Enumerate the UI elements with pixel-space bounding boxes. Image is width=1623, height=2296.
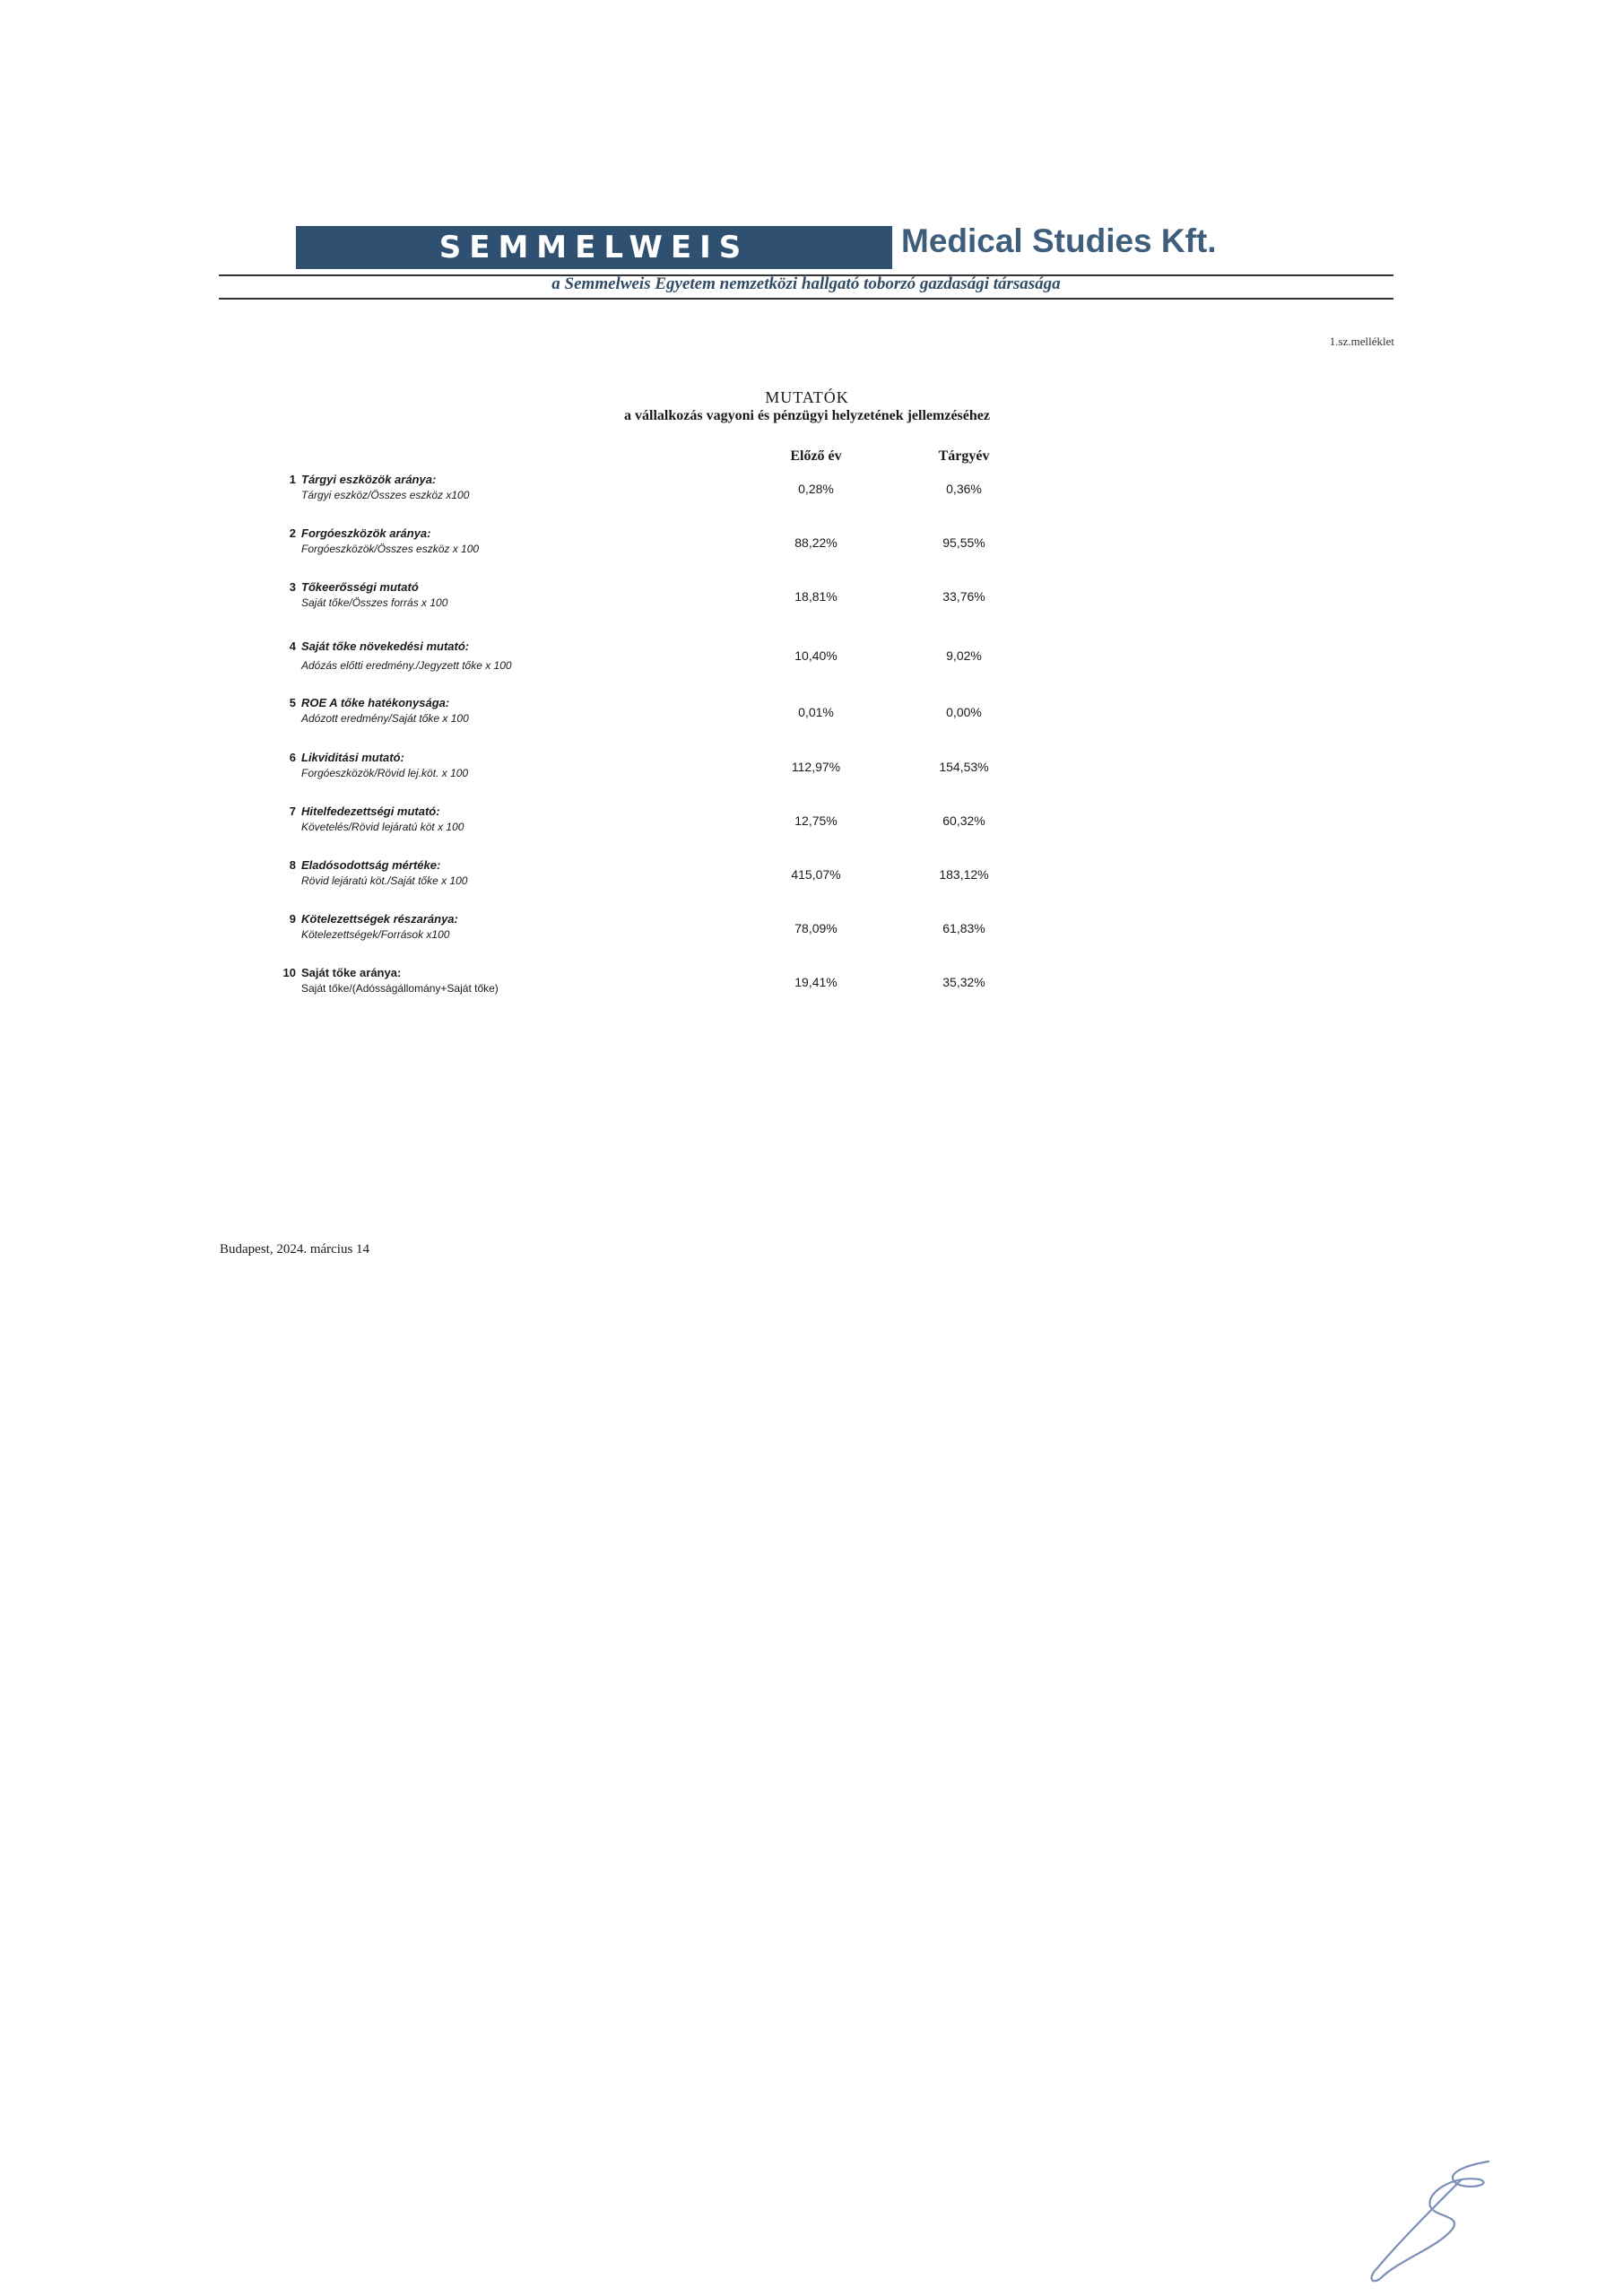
indicator-row: [0, 578, 1623, 623]
signature-icon: [1345, 2144, 1515, 2287]
indicator-formula: Rövid lejáratú köt./Saját tőke x 100: [301, 874, 468, 887]
value-current-year: 61,83%: [942, 921, 985, 935]
annex-label: 1.sz.melléklet: [1329, 335, 1394, 348]
value-current-year: 154,53%: [939, 760, 989, 774]
column-header-previous: Előző év: [790, 448, 842, 464]
value-current-year: 9,02%: [946, 648, 982, 663]
row-number: 4: [289, 639, 296, 653]
indicator-name: Kötelezettségek részaránya:: [301, 912, 458, 926]
indicator-row: [0, 694, 1623, 739]
value-previous-year: 0,01%: [798, 705, 834, 719]
value-previous-year: 19,41%: [794, 975, 838, 989]
indicator-formula: Kötelezettségek/Források x100: [301, 928, 450, 941]
indicator-formula: Adózás előtti eredmény./Jegyzett tőke x 100: [301, 659, 512, 672]
row-number: 5: [289, 696, 296, 709]
indicator-name: Eladósodottság mértéke:: [301, 858, 441, 872]
value-current-year: 35,32%: [942, 975, 985, 989]
indicator-name: ROE A tőke hatékonysága:: [301, 696, 450, 709]
brand-subname: Medical Studies Kft.: [901, 222, 1217, 259]
indicator-formula: Saját tőke/(Adósságállomány+Saját tőke): [301, 982, 499, 995]
indicator-name: Saját tőke aránya:: [301, 966, 402, 979]
row-number: 3: [289, 580, 296, 594]
page-subtitle: a vállalkozás vagyoni és pénzügyi helyzetének jellemzéséhez: [624, 408, 990, 423]
indicator-row: [0, 525, 1623, 570]
indicator-formula: Forgóeszközök/Összes eszköz x 100: [301, 543, 480, 555]
value-current-year: 183,12%: [939, 867, 989, 882]
indicator-formula: Saját tőke/Összes forrás x 100: [301, 596, 448, 609]
indicator-name: Forgóeszközök aránya:: [301, 526, 431, 540]
indicator-formula: Tárgyi eszköz/Összes eszköz x100: [301, 489, 470, 501]
value-previous-year: 78,09%: [794, 921, 838, 935]
indicator-name: Tőkeerősségi mutató: [301, 580, 419, 594]
row-number: 2: [289, 526, 296, 540]
indicator-formula: Követelés/Rövid lejáratú köt x 100: [301, 821, 464, 833]
value-current-year: 60,32%: [942, 813, 985, 828]
row-number: 8: [289, 858, 296, 872]
value-current-year: 0,00%: [946, 705, 982, 719]
row-number: 7: [289, 804, 296, 818]
indicator-name: Likviditási mutató:: [301, 751, 404, 764]
indicator-row: [0, 471, 1623, 516]
value-current-year: 0,36%: [946, 482, 982, 496]
indicator-name: Tárgyi eszközök aránya:: [301, 473, 437, 486]
value-previous-year: 10,40%: [794, 648, 838, 663]
row-number: 1: [289, 473, 296, 486]
value-previous-year: 112,97%: [791, 760, 841, 774]
indicator-formula: Forgóeszközök/Rövid lej.köt. x 100: [301, 767, 469, 779]
indicator-row: [0, 749, 1623, 794]
row-number: 6: [289, 751, 296, 764]
page-title: MUTATÓK: [765, 388, 849, 406]
value-current-year: 95,55%: [942, 535, 985, 550]
brand-name: SEMMELWEIS: [438, 230, 750, 265]
value-previous-year: 415,07%: [791, 867, 841, 882]
indicator-row: [0, 857, 1623, 901]
value-previous-year: 0,28%: [798, 482, 834, 496]
value-current-year: 33,76%: [942, 589, 985, 604]
column-header-current: Tárgyév: [938, 448, 990, 464]
row-number: 10: [282, 966, 296, 979]
indicator-formula: Adózott eredmény/Saját tőke x 100: [301, 712, 469, 725]
indicator-name: Hitelfedezettségi mutató:: [301, 804, 440, 818]
brand-logo-box: [296, 226, 892, 269]
value-previous-year: 18,81%: [794, 589, 838, 604]
row-number: 9: [289, 912, 296, 926]
value-previous-year: 12,75%: [794, 813, 838, 828]
letterhead-tagline: a Semmelweis Egyetem nemzetközi hallgató toborzó gazdasági társasága: [551, 274, 1061, 293]
indicator-name: Saját tőke növekedési mutató:: [301, 639, 470, 653]
indicator-row: [0, 803, 1623, 848]
letterhead-rule-bottom: [219, 298, 1393, 300]
indicator-row: [0, 638, 1623, 683]
indicator-row: [0, 964, 1623, 1009]
place-and-date: Budapest, 2024. március 14: [220, 1242, 370, 1257]
indicator-row: [0, 910, 1623, 955]
value-previous-year: 88,22%: [794, 535, 838, 550]
